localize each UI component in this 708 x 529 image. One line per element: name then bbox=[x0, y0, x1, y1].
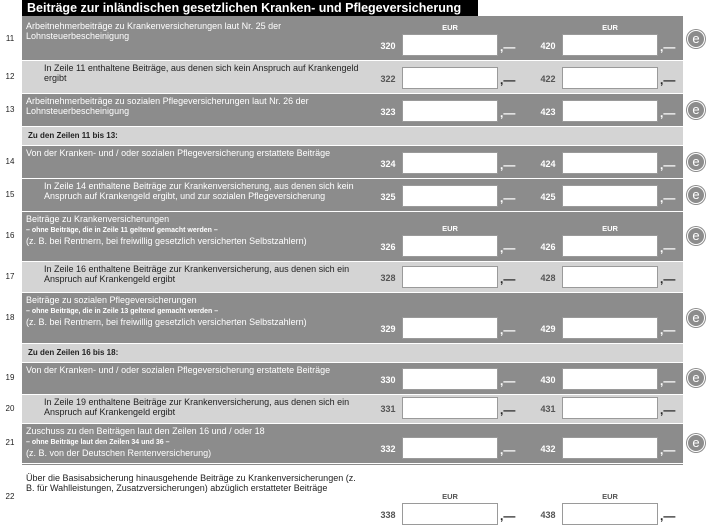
form-row-16 bbox=[22, 211, 683, 261]
row-label-text: In Zeile 16 enthaltene Beiträge zur Krankenversicherung, aus denen sich ein Anspruch auf Krankengeld ergibt bbox=[44, 264, 350, 284]
row-label-text: Zuschuss zu den Beiträgen laut den Zeilen 16 und / oder 18 bbox=[26, 426, 265, 436]
field-code-325: 325 bbox=[380, 192, 396, 202]
field-code-322: 322 bbox=[380, 74, 396, 84]
row-label-example: (z. B. von der Deutschen Rentenversicherung) bbox=[26, 448, 212, 458]
row-divider bbox=[22, 178, 683, 179]
row-label-text: Arbeitnehmerbeiträge zu sozialen Pflegeversicherungen laut Nr. 26 der Lohnsteuerbescheinigung bbox=[26, 96, 309, 116]
amount-suffix: ,— bbox=[500, 106, 516, 120]
eur-label: EUR bbox=[442, 224, 458, 233]
field-code-331: 331 bbox=[380, 404, 396, 414]
amount-input-423[interactable] bbox=[562, 100, 658, 122]
field-code-320: 320 bbox=[380, 41, 396, 51]
form-row-22 bbox=[22, 465, 683, 529]
amount-suffix: ,— bbox=[660, 191, 676, 205]
amount-input-326[interactable] bbox=[402, 235, 498, 257]
amount-input-430[interactable] bbox=[562, 368, 658, 390]
e-info-button[interactable]: e bbox=[687, 30, 705, 48]
field-code-420: 420 bbox=[540, 41, 556, 51]
amount-suffix: ,— bbox=[500, 509, 516, 523]
row-label-16 bbox=[26, 214, 362, 246]
form-row-15 bbox=[22, 178, 683, 211]
amount-input-322[interactable] bbox=[402, 67, 498, 89]
row-label-text: Von der Kranken- und / oder sozialen Pflegeversicherung erstattete Beiträge bbox=[26, 365, 331, 375]
form-row-19 bbox=[22, 362, 683, 394]
amount-suffix: ,— bbox=[660, 374, 676, 388]
row-number-17: 17 bbox=[5, 271, 15, 281]
form-row-12 bbox=[22, 60, 683, 93]
field-code-425: 425 bbox=[540, 192, 556, 202]
amount-suffix: ,— bbox=[500, 374, 516, 388]
amount-input-329[interactable] bbox=[402, 317, 498, 339]
row-label-19 bbox=[26, 365, 362, 375]
row-label-13 bbox=[26, 96, 362, 116]
row-divider bbox=[22, 463, 683, 464]
amount-suffix: ,— bbox=[660, 323, 676, 337]
row-label-17 bbox=[44, 264, 372, 284]
row-number-20: 20 bbox=[5, 403, 15, 413]
field-code-430: 430 bbox=[540, 375, 556, 385]
amount-suffix: ,— bbox=[660, 106, 676, 120]
row-number-21: 21 bbox=[5, 438, 15, 447]
row-label-note: – ohne Beiträge laut den Zeilen 34 und 36 – bbox=[26, 439, 170, 446]
form-row-13 bbox=[22, 93, 683, 126]
row-number-16: 16 bbox=[5, 231, 15, 240]
row-divider bbox=[22, 93, 683, 94]
row-label-15 bbox=[44, 181, 372, 201]
row-divider bbox=[22, 126, 683, 127]
amount-suffix: ,— bbox=[500, 73, 516, 87]
amount-suffix: ,— bbox=[660, 158, 676, 172]
row-label-22 bbox=[26, 473, 362, 493]
row-label-text: In Zeile 19 enthaltene Beiträge zur Krankenversicherung, aus denen sich ein Anspruch auf Krankengeld ergibt bbox=[44, 397, 350, 417]
amount-input-320[interactable] bbox=[402, 34, 498, 56]
field-code-422: 422 bbox=[540, 74, 556, 84]
row-number-15: 15 bbox=[5, 189, 15, 199]
amount-input-426[interactable] bbox=[562, 235, 658, 257]
eur-label: EUR bbox=[602, 492, 618, 501]
amount-suffix: ,— bbox=[660, 509, 676, 523]
amount-input-429[interactable] bbox=[562, 317, 658, 339]
row-divider bbox=[22, 60, 683, 61]
amount-input-428[interactable] bbox=[562, 266, 658, 288]
amount-input-438[interactable] bbox=[562, 503, 658, 525]
amount-input-420[interactable] bbox=[562, 34, 658, 56]
row-label-20 bbox=[44, 397, 372, 417]
row-label-text: Von der Kranken- und / oder sozialen Pflegeversicherung erstattete Beiträge bbox=[26, 148, 331, 158]
amount-input-425[interactable] bbox=[562, 185, 658, 207]
row-label-12 bbox=[44, 63, 372, 83]
row-label-18 bbox=[26, 295, 362, 327]
row-label-text: Über die Basisabsicherung hinausgehende Beiträge zu Krankenversicherungen (z. B. für Wahlleistungen, Zusatzversicherungen) abzüglich erstatteter Beiträge bbox=[26, 473, 356, 493]
field-code-432: 432 bbox=[540, 444, 556, 454]
e-info-button[interactable]: e bbox=[687, 369, 705, 387]
eur-label: EUR bbox=[602, 224, 618, 233]
form-row-14 bbox=[22, 145, 683, 178]
amount-suffix: ,— bbox=[500, 40, 516, 54]
form-row-18 bbox=[22, 292, 683, 343]
field-code-323: 323 bbox=[380, 107, 396, 117]
eur-label: EUR bbox=[442, 492, 458, 501]
row-number-22: 22 bbox=[5, 492, 15, 501]
row-number-19: 19 bbox=[5, 373, 15, 382]
row-divider bbox=[22, 145, 683, 146]
form-row-17 bbox=[22, 261, 683, 292]
row-label-note: – ohne Beiträge, die in Zeile 11 geltend gemacht werden – bbox=[26, 227, 218, 234]
field-code-423: 423 bbox=[540, 107, 556, 117]
field-code-431: 431 bbox=[540, 404, 556, 414]
amount-suffix: ,— bbox=[660, 241, 676, 255]
field-code-330: 330 bbox=[380, 375, 396, 385]
amount-input-330[interactable] bbox=[402, 368, 498, 390]
field-code-426: 426 bbox=[540, 242, 556, 252]
row-label-11 bbox=[26, 21, 362, 41]
amount-suffix: ,— bbox=[660, 443, 676, 457]
amount-input-332[interactable] bbox=[402, 437, 498, 459]
section-header-s2: Zu den Zeilen 16 bis 18: bbox=[22, 343, 683, 362]
field-code-329: 329 bbox=[380, 324, 396, 334]
amount-suffix: ,— bbox=[660, 40, 676, 54]
row-number-14: 14 bbox=[5, 156, 15, 166]
field-code-424: 424 bbox=[540, 159, 556, 169]
amount-suffix: ,— bbox=[500, 443, 516, 457]
amount-suffix: ,— bbox=[660, 403, 676, 417]
eur-label: EUR bbox=[602, 23, 618, 32]
row-number-11: 11 bbox=[5, 34, 15, 43]
e-info-button[interactable]: e bbox=[687, 186, 705, 204]
amount-suffix: ,— bbox=[500, 158, 516, 172]
row-divider bbox=[22, 343, 683, 344]
amount-suffix: ,— bbox=[500, 272, 516, 286]
e-info-button[interactable]: e bbox=[687, 309, 705, 327]
row-divider bbox=[22, 423, 683, 424]
amount-input-328[interactable] bbox=[402, 266, 498, 288]
row-label-text: Arbeitnehmerbeiträge zu Krankenversicherungen laut Nr. 25 der Lohnsteuerbescheinigung bbox=[26, 21, 282, 41]
row-divider bbox=[22, 394, 683, 395]
row-label-example: (z. B. bei Rentnern, bei freiwillig gesetzlich versicherten Selbstzahlern) bbox=[26, 236, 307, 246]
row-number-13: 13 bbox=[5, 104, 15, 114]
form-frame bbox=[22, 16, 683, 529]
e-info-button[interactable]: e bbox=[687, 227, 705, 245]
field-code-332: 332 bbox=[380, 444, 396, 454]
amount-suffix: ,— bbox=[660, 272, 676, 286]
e-info-button[interactable]: e bbox=[687, 101, 705, 119]
row-label-text: Beiträge zu sozialen Pflegeversicherungen bbox=[26, 295, 197, 305]
row-divider bbox=[22, 211, 683, 212]
field-code-429: 429 bbox=[540, 324, 556, 334]
field-code-326: 326 bbox=[380, 242, 396, 252]
amount-suffix: ,— bbox=[500, 323, 516, 337]
field-code-428: 428 bbox=[540, 273, 556, 283]
field-code-328: 328 bbox=[380, 273, 396, 283]
row-divider bbox=[22, 292, 683, 293]
row-divider bbox=[22, 362, 683, 363]
amount-input-323[interactable] bbox=[402, 100, 498, 122]
amount-suffix: ,— bbox=[660, 73, 676, 87]
row-label-text: In Zeile 11 enthaltene Beiträge, aus denen sich kein Anspruch auf Krankengeld ergibt bbox=[44, 63, 359, 83]
row-divider bbox=[22, 261, 683, 262]
row-label-14 bbox=[26, 148, 362, 158]
amount-input-324[interactable] bbox=[402, 152, 498, 174]
field-code-324: 324 bbox=[380, 159, 396, 169]
amount-input-431[interactable] bbox=[562, 397, 658, 419]
row-label-note: – ohne Beiträge, die in Zeile 13 geltend gemacht werden – bbox=[26, 308, 219, 315]
form-row-20 bbox=[22, 394, 683, 423]
amount-input-325[interactable] bbox=[402, 185, 498, 207]
amount-input-422[interactable] bbox=[562, 67, 658, 89]
form-row-21 bbox=[22, 423, 683, 463]
row-label-text: Beiträge zu Krankenversicherungen bbox=[26, 214, 170, 224]
row-number-18: 18 bbox=[5, 312, 15, 322]
amount-input-432[interactable] bbox=[562, 437, 658, 459]
field-code-338: 338 bbox=[380, 510, 396, 520]
section-header-s1: Zu den Zeilen 11 bis 13: bbox=[22, 126, 683, 145]
amount-suffix: ,— bbox=[500, 403, 516, 417]
amount-input-338[interactable] bbox=[402, 503, 498, 525]
amount-input-331[interactable] bbox=[402, 397, 498, 419]
amount-suffix: ,— bbox=[500, 241, 516, 255]
field-code-438: 438 bbox=[540, 510, 556, 520]
row-number-12: 12 bbox=[5, 71, 15, 81]
row-label-text: In Zeile 14 enthaltene Beiträge zur Krankenversicherung, aus denen sich kein Anspruch auf Krankengeld ergibt, und zur sozialen Pflegeversicherung bbox=[44, 181, 354, 201]
amount-input-424[interactable] bbox=[562, 152, 658, 174]
amount-suffix: ,— bbox=[500, 191, 516, 205]
row-label-example: (z. B. bei Rentnern, bei freiwillig gesetzlich versicherten Selbstzahlern) bbox=[26, 317, 307, 327]
e-info-button[interactable]: e bbox=[687, 153, 705, 171]
row-label-21 bbox=[26, 426, 362, 458]
e-info-button[interactable]: e bbox=[687, 434, 705, 452]
form-row-11 bbox=[22, 18, 683, 60]
form-title: Beiträge zur inländischen gesetzlichen Kranken- und Pflegeversicherung bbox=[22, 0, 478, 16]
eur-label: EUR bbox=[442, 23, 458, 32]
